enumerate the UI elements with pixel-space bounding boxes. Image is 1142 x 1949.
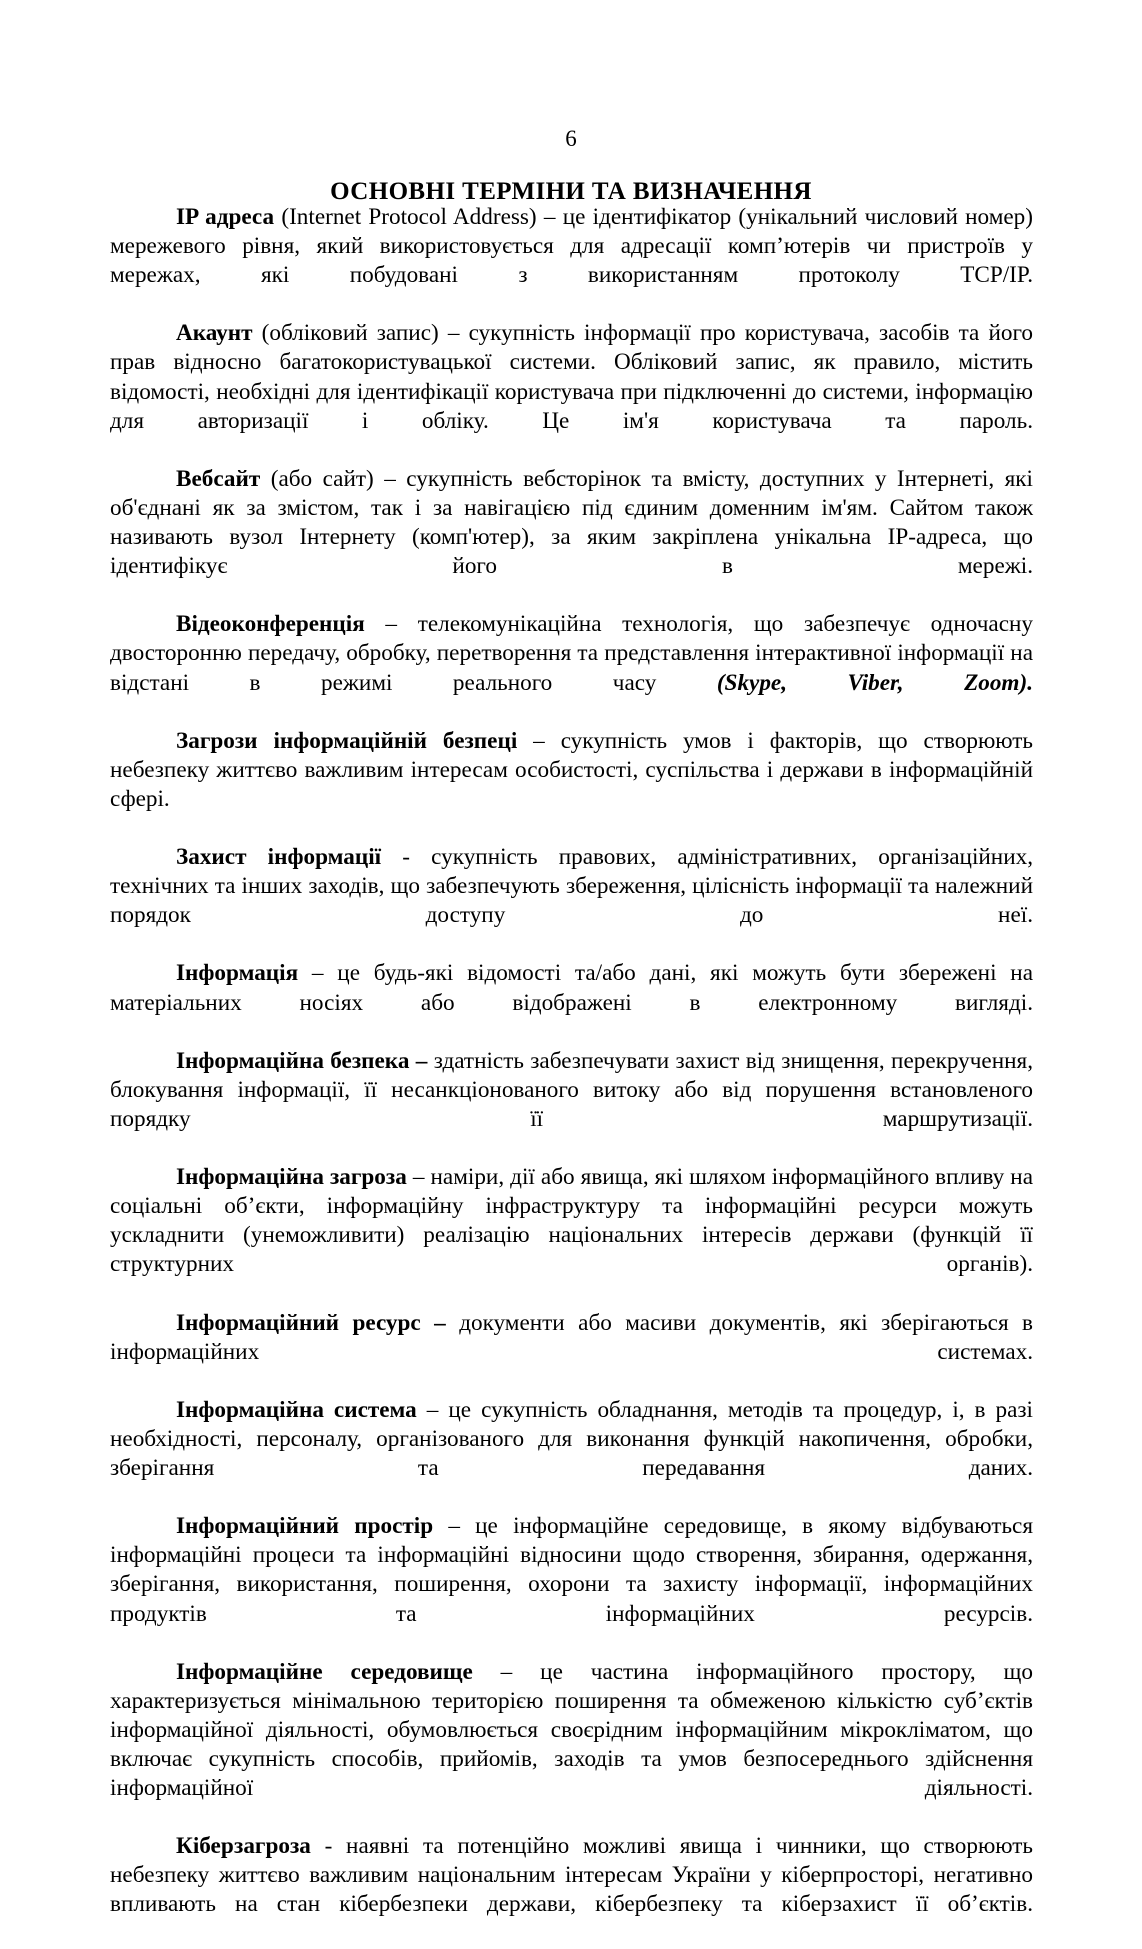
- glossary-entry: [110, 1512, 1033, 1657]
- glossary-definition: – це сукупність обладнання, методів та процедур, і, в разі необхідності, персоналу, організованого для виконання функцій накопичення, обробки, зберігання та передавання даних.: [110, 1396, 1033, 1482]
- glossary-definition: (обліковий запис) – сукупність інформації про користувача, засобів та його прав відносно багатокористувацької системи. Обліковий запис, як правило, містить відомості, необхідні для ідентифікації користувача при підключенні до системи, інформацію для авторизації і обліку. Це ім'я користувача та пароль.: [110, 320, 1033, 434]
- glossary-term: Інформаційний простір: [176, 1513, 434, 1540]
- glossary-term: Акаунт: [176, 320, 253, 347]
- glossary-entry: [110, 1309, 1033, 1396]
- glossary-entry: [110, 1832, 1033, 1948]
- glossary-entry: [110, 843, 1033, 959]
- page-title: ОСНОВНІ ТЕРМІНИ ТА ВИЗНАЧЕННЯ: [330, 177, 812, 205]
- glossary-entry: [110, 1396, 1033, 1512]
- glossary-definition: – це інформаційне середовище, в якому відбуваються інформаційні процеси та інформаційні відносини щодо створення, збирання, одержання, зберігання, використання, поширення, охорони та захисту інформації, інформаційних продуктів та інформаційних ресурсів.: [110, 1513, 1033, 1627]
- glossary-entry: [110, 610, 1033, 726]
- glossary-term: Інформаційний ресурс –: [176, 1309, 446, 1336]
- glossary-term: Інформація: [176, 960, 299, 987]
- glossary-definition: – це частина інформаційного простору, що характеризується мінімальною територією поширення та обмеженою кількістю суб’єктів інформаційної діяльності, обумовлюється своєрідним інформаційним мікрокліматом, що включає сукупність способів, прийомів, заходів та умов безпосереднього здійснення інформаційної діяльності.: [110, 1658, 1033, 1802]
- glossary-term: Загрози інформаційній безпеці: [176, 727, 518, 754]
- glossary-entry: [110, 465, 1033, 610]
- glossary-definition: - наявні та потенційно можливі явища і чинники, що створюють небезпеку життєво важливим національним інтересам України у кіберпросторі, негативно впливають на стан кібербезпеки держави, кібербезпеку та кіберзахист її об’єктів.: [110, 1833, 1033, 1918]
- glossary-entry: [110, 727, 1033, 843]
- glossary-definition: - сукупність правових, адміністративних, організаційних, технічних та інших заходів, що забезпечують збереження, цілісність інформації та належний порядок доступу до неї.: [110, 844, 1034, 929]
- glossary-entry: [110, 959, 1033, 1046]
- page-number: 6: [565, 126, 577, 151]
- glossary-term: Інформаційна загроза: [176, 1164, 407, 1191]
- glossary-definition: (або сайт) – сукупність вебсторінок та вмісту, доступних у Інтернеті, які об'єднані як за змістом, так і за навігацією під єдиним доменним ім'ям. Сайтом також називають вузол Інтернету (комп'ютер), за яким закріплена унікальна IP-адреса, що ідентифікує його в мережі.: [110, 465, 1033, 580]
- glossary-entry: [110, 319, 1033, 464]
- glossary-entry: [110, 1658, 1033, 1833]
- glossary-emphasis-apps: (Skype, Viber, Zoom).: [716, 669, 1033, 696]
- glossary-term: Кіберзагроза: [176, 1833, 311, 1860]
- glossary-definition: – наміри, дії або явища, які шляхом інформаційного впливу на соціальні об’єкти, інформаційну інфраструктуру та інформаційні ресурси можуть ускладнити (унеможливити) реалізацію національних інтересів держави (функцій її структурних органів).: [110, 1164, 1033, 1278]
- glossary-definition: – телекомунікаційна технологія, що забезпечує одночасну двосторонню передачу, обробку, перетворення та представлення інтерактивної інформації на відстані в режимі реального часу: [110, 611, 1033, 696]
- glossary-definition: документи або масиви документів, які зберігаються в інформаційних системах.: [110, 1309, 1033, 1365]
- glossary-term: IP адреса: [176, 204, 275, 230]
- glossary-term: Інформаційна система: [176, 1396, 417, 1423]
- glossary-definition: – це будь-які відомості та/або дані, які можуть бути збережені на матеріальних носіях або відображені в електронному вигляді.: [110, 960, 1033, 1016]
- glossary-definition: – сукупність умов і факторів, що створюють небезпеку життєво важливим інтересам особистості, суспільства і держави в інформаційній сфері.: [110, 727, 1033, 812]
- glossary-term: Захист інформації: [176, 844, 382, 871]
- glossary-term: Інформаційне середовище: [176, 1658, 473, 1685]
- glossary-entry: [110, 1047, 1033, 1163]
- glossary-term: Інформаційна безпека –: [176, 1047, 428, 1074]
- glossary-definition: здатність забезпечувати захист від знищення, перекручення, блокування інформації, її несанкціонованого витоку або від порушення встановленого порядку її маршрутизації.: [110, 1047, 1034, 1132]
- glossary-entry: [110, 203, 1033, 319]
- glossary-entries: [110, 203, 1033, 1949]
- glossary-definition: (Internet Protocol Address) – це ідентифікатор (унікальний числовий номер) мережевого рівня, який використовується для адресації комп’ютерів чи пристроїв у мережах, які побудовані з використанням протоколу TCP/IP.: [110, 204, 1033, 289]
- glossary-term: Вебсайт: [176, 465, 261, 492]
- glossary-term: Відеоконференція: [176, 611, 365, 638]
- glossary-entry: [110, 1163, 1033, 1308]
